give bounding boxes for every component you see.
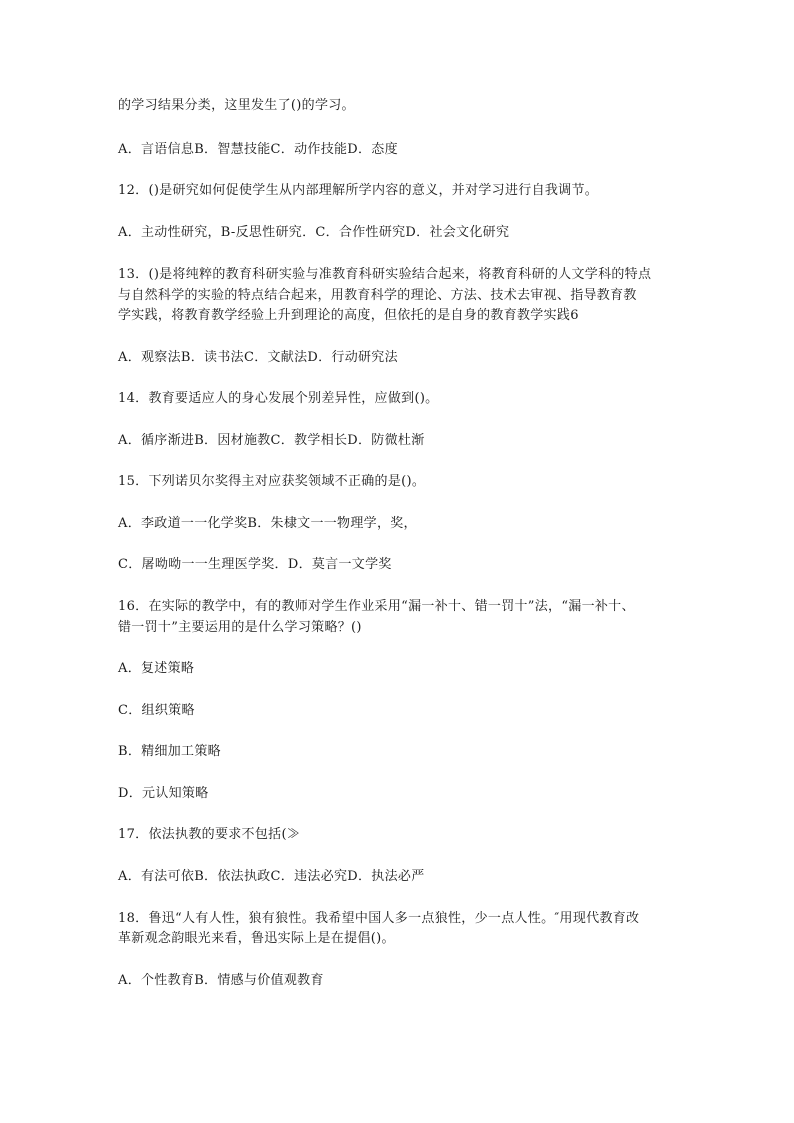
question-16-stem-line-1: 16．在实际的教学中，有的教师对学生作业采用“漏一补十、错一罚十”法，“漏一补十、 (118, 599, 635, 614)
question-13-stem-line-2: 与自然科学的实验的特点结合起来，用教育科学的理论、方法、技术去审视、指导教育教 (118, 288, 637, 303)
question-15-options-ab: A．李政道一一化学奖B．朱棣文一一物理学，奖， (118, 516, 417, 531)
question-17-options: A．有法可依B．依法执政C．违法必究D．执法必严 (118, 869, 425, 884)
question-14-stem: 14．教育要适应人的身心发展个别差异性，应做到()。 (118, 391, 439, 406)
question-15-stem: 15．下列诺贝尔奖得主对应获奖领域不正确的是()。 (118, 474, 426, 489)
question-12-stem: 12．()是研究如何促使学生从内部理解所学内容的意义，并对学习进行自我调节。 (118, 183, 599, 198)
question-16-option-a: A．复述策略 (118, 661, 195, 676)
question-16-option-d: D．元认知策略 (118, 786, 209, 801)
question-18-stem-line-2: 革新观念韵眼光来看，鲁迅实际上是在提倡()。 (118, 931, 395, 946)
question-13-stem-line-3: 学实践，将教育教学经验上升到理论的高度，但依托的是自身的教育教学实践6 (118, 308, 579, 323)
question-17-stem: 17．依法执教的要求不包括(≫ (118, 827, 301, 842)
question-18-options: A．个性教育B．情感与价值观教育 (118, 973, 324, 988)
question-16-option-b: B．精细加工策略 (118, 744, 221, 759)
question-13-options: A．观察法B．读书法C．文献法D．行动研究法 (118, 350, 398, 365)
question-11-stem-end: 的学习结果分类，这里发生了()的学习。 (118, 98, 355, 113)
question-16-stem-line-2: 错一罚十”主要运用的是什么学习策略？() (118, 620, 362, 635)
question-12-options: A．主动性研究，B-反思性研究．C．合作性研究D．社会文化研究 (118, 225, 510, 240)
question-13-stem-line-1: 13．()是将纯粹的教育科研实验与准教育科研实验结合起来，将教育科研的人文学科的特点 (118, 267, 652, 282)
question-15-options-cd: C．屠呦呦一一生理医学奖．D．莫言一文学奖 (118, 557, 392, 572)
question-16-option-c: C．组织策略 (118, 703, 195, 718)
question-11-options: A．言语信息B．智慧技能C．动作技能D．态度 (118, 142, 398, 157)
question-14-options: A．循序渐进B．因材施教C．教学相长D．防微杜渐 (118, 433, 425, 448)
question-18-stem-line-1: 18．鲁迅“人有人性，狼有狼性。我希望中国人多一点狼性，少一点人性。″用现代教育改 (118, 911, 640, 926)
